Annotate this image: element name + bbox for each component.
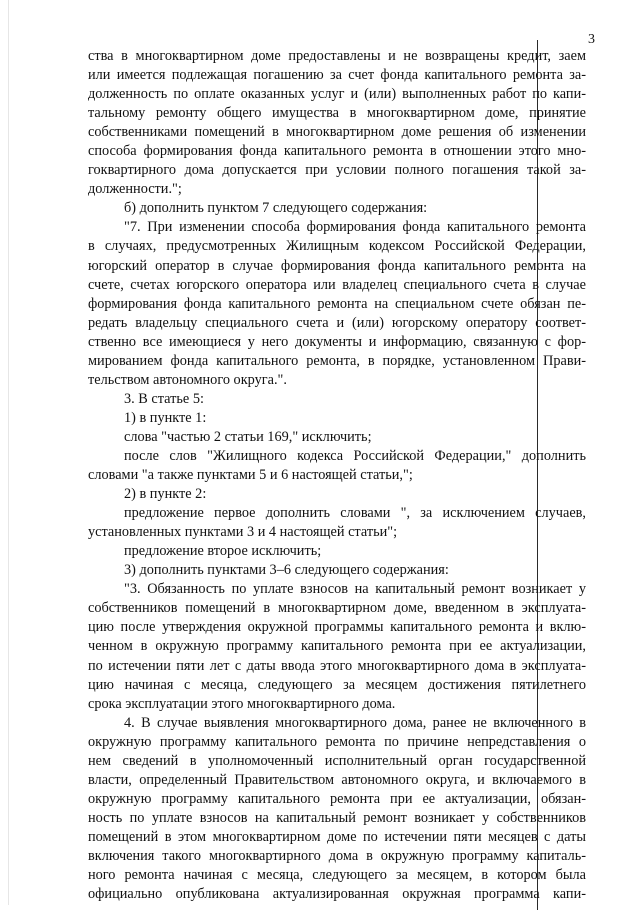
text-line: тельством автономного округа.". <box>88 371 287 388</box>
text-line: словами "а также пунктами 5 и 6 настоящей статьи,"; <box>88 467 413 484</box>
text-line: ченном в окружную программу капитального ремонта при ее актуализации, <box>88 638 586 655</box>
text-line: ства в многоквартирном доме предоставлены и не возвращены кредит, заем <box>88 48 586 64</box>
page-number: 3 <box>588 32 595 47</box>
text-line: предложение первое дополнить словами ", за исключением случаев, <box>124 505 586 522</box>
text-line: "3. Обязанность по уплате взносов на капитальный ремонт возникает у <box>124 581 586 598</box>
text-line: ного ремонта начиная с месяца, следующего за месяцем, в котором была <box>88 867 586 884</box>
document-body <box>88 47 586 904</box>
text-line: способа формирования фонда капитального ремонта в отношении этого мно- <box>88 143 586 160</box>
text-line: слова "частью 2 статьи 169," исключить; <box>124 428 372 445</box>
text-line: цию начиная с месяца, следующего за месяцем достижения пятилетнего <box>88 676 586 693</box>
text-line: или имеется подлежащая погашению за счет фонда капитального ремонта за- <box>88 67 586 84</box>
text-line: в случаях, предусмотренных Жилищным кодексом Российской Федерации, <box>88 238 586 255</box>
text-line: официально опубликована актуализированная окружная программа капи- <box>88 886 586 903</box>
text-line: тальному ремонту общего имущества в многоквартирном доме, принятие <box>88 105 586 122</box>
text-line: формирования фонда капитального ремонта на специальном счете обязан пе- <box>88 295 586 312</box>
text-line: срока эксплуатации этого многоквартирного дома. <box>88 695 396 712</box>
text-line: б) дополнить пунктом 7 следующего содержания: <box>124 200 428 217</box>
text-line: 1) в пункте 1: <box>124 409 207 426</box>
text-line: 4. В случае выявления многоквартирного дома, ранее не включенного в <box>124 714 586 731</box>
text-line: власти, определенный Правительством автономного округа, и включаемого в <box>88 771 586 788</box>
text-line: ность по уплате взносов на капитальный ремонт возникает у собственников <box>88 809 586 826</box>
text-line: мированием фонда капитального ремонта, в порядке, установленном Прави- <box>88 352 586 369</box>
text-line: ственно все имеющиеся у него документы и информацию, связанную с фор- <box>88 333 586 350</box>
text-line: югорский оператор в случае формирования фонда капитального ремонта на <box>88 257 586 274</box>
text-line: окружную программу капитального ремонта по причине непредставления о <box>88 733 586 750</box>
text-line: гоквартирного дома допускается при условии полного погашения такой за- <box>88 162 586 179</box>
text-line: собственниками помещений в многоквартирном доме решения об изменении <box>88 124 586 141</box>
scan-left-edge <box>8 0 9 905</box>
text-line: окружную программу капитального ремонта при ее актуализации, обязан- <box>88 790 586 807</box>
text-line: "7. При изменении способа формирования фонда капитального ремонта <box>124 219 586 236</box>
text-line: предложение второе исключить; <box>124 543 322 560</box>
text-line: после слов "Жилищного кодекса Российской Федерации," дополнить <box>124 447 586 464</box>
text-line: 3) дополнить пунктами 3–6 следующего содержания: <box>124 562 449 579</box>
text-line: нем сведений в уполномоченный исполнительный орган государственной <box>88 752 586 769</box>
text-line: счете, счетах югорского оператора или владелец специального счета в случае <box>88 276 586 293</box>
text-line: 2) в пункте 2: <box>124 486 207 503</box>
text-line: установленных пунктами 3 и 4 настоящей статьи"; <box>88 524 398 541</box>
text-line: долженность по оплате оказанных услуг и (или) выполненных работ по капи- <box>88 86 586 103</box>
text-line: включения такого многоквартирного дома в окружную программу капиталь- <box>88 847 586 864</box>
text-line: долженности."; <box>88 181 182 198</box>
text-line: собственников помещений в многоквартирном доме, введенном в эксплуата- <box>88 600 586 617</box>
text-line: цию после утверждения окружной программы капитального ремонта и вклю- <box>88 619 586 636</box>
text-line: по истечении пяти лет с даты ввода этого многоквартирного дома в эксплуата- <box>88 657 586 674</box>
text-line: редать владельцу специального счета и (или) югорскому оператору соответ- <box>88 314 586 331</box>
text-line: 3. В статье 5: <box>124 390 204 407</box>
text-line: помещений в этом многоквартирном доме по истечении пяти месяцев с даты <box>88 828 586 845</box>
